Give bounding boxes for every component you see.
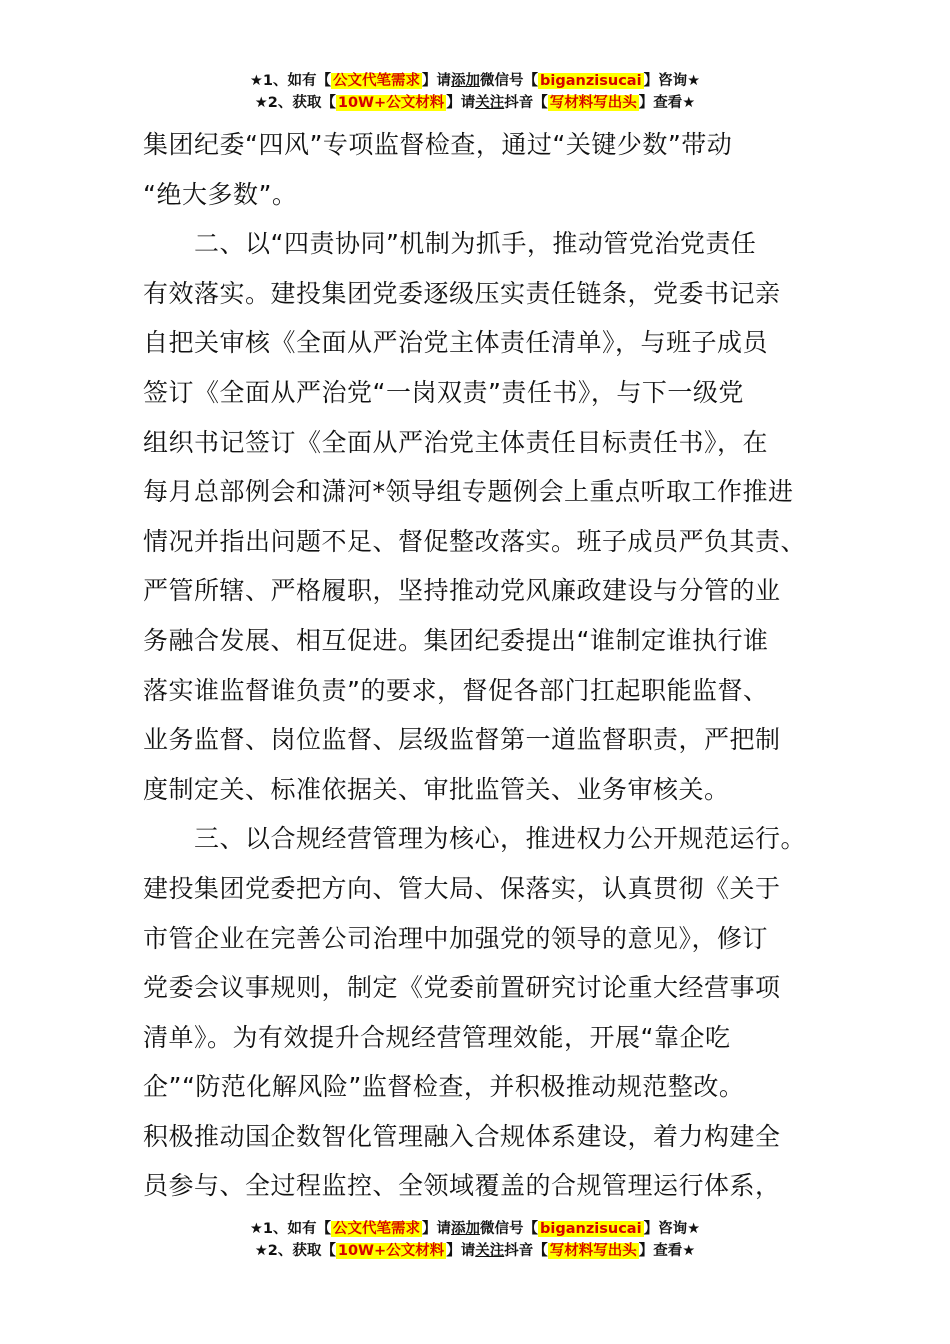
text-line: 积极推动国企数智化管理融入合规体系建设，着力构建全	[143, 1121, 781, 1151]
banner-highlight: 写材料写出头	[549, 95, 637, 111]
banner-text: 】查看★	[638, 95, 696, 111]
banner-text: 】咨询★	[643, 1221, 701, 1237]
banner-line-2	[0, 1240, 950, 1262]
text-line: 落实谁监督谁负责”的要求，督促各部门扛起职能监督、	[143, 675, 769, 705]
text-line: “绝大多数”。	[143, 179, 298, 209]
banner-underlined: 关注	[475, 95, 505, 111]
banner-highlight: 10W+公文材料	[337, 1243, 445, 1259]
banner-text: 】请	[422, 1221, 452, 1237]
banner-text: 抖音【	[504, 95, 548, 111]
text-line: 务融合发展、相互促进。集团纪委提出“谁制定谁执行谁	[143, 625, 769, 655]
banner-underlined: 添加	[451, 73, 481, 89]
banner-text: ★1、如有【	[249, 73, 332, 89]
banner-text: 】请	[446, 1243, 476, 1259]
banner-highlight: 公文代笔需求	[333, 73, 421, 89]
banner-highlight: biganzisucai	[540, 1221, 642, 1237]
text-line: 有效落实。建投集团党委逐级压实责任链条，党委书记亲	[143, 278, 781, 308]
banner-text: ★2、获取【	[254, 95, 336, 111]
banner-highlight: 10W+公文材料	[337, 95, 445, 111]
text-line: 员参与、全过程监控、全领域覆盖的合规管理运行体系，	[143, 1171, 781, 1201]
banner-highlight: biganzisucai	[540, 73, 642, 89]
text-line: 每月总部例会和潇河*领导组专题例会上重点听取工作推进	[143, 477, 794, 507]
banner-text: ★2、获取【	[254, 1243, 336, 1259]
text-line: 自把关审核《全面从严治党主体责任清单》，与班子成员	[143, 328, 769, 358]
banner-text: 】请	[422, 73, 452, 89]
banner-line-1	[0, 1218, 950, 1240]
banner-text: 微信号【	[480, 1221, 539, 1237]
document-body	[143, 120, 808, 1211]
banner-highlight: 写材料写出头	[549, 1243, 637, 1259]
text-line: 签订《全面从严治党“一岗双责”责任书》，与下一级党	[143, 377, 744, 407]
footer-banner	[0, 1218, 950, 1262]
text-line: 市管企业在完善公司治理中加强党的领导的意见》，修订	[143, 923, 769, 953]
banner-text: 】咨询★	[643, 73, 701, 89]
banner-underlined: 关注	[475, 1243, 505, 1259]
banner-text: 微信号【	[480, 73, 539, 89]
banner-line-2	[0, 92, 950, 114]
text-line: 清单》。为有效提升合规经营管理效能，开展“靠企吃	[143, 1022, 731, 1052]
text-line: 组织书记签订《全面从严治党主体责任目标责任书》，在	[143, 427, 769, 457]
header-banner	[0, 70, 950, 114]
banner-text: 抖音【	[504, 1243, 548, 1259]
banner-line-1	[0, 70, 950, 92]
text-line: 二、以“四责协同”机制为抓手，推动管党治党责任	[143, 229, 757, 259]
banner-underlined: 添加	[451, 1221, 481, 1237]
text-line: 企”“防范化解风险”监督检查，并积极推动规范整改。	[143, 1072, 745, 1102]
text-line: 集团纪委“四风”专项监督检查，通过“关键少数”带动	[143, 130, 733, 159]
banner-highlight: 公文代笔需求	[333, 1221, 421, 1237]
text-line: 业务监督、岗位监督、层级监督第一道监督职责，严把制	[143, 725, 781, 755]
text-line: 建投集团党委把方向、管大局、保落实，认真贯彻《关于	[143, 873, 781, 903]
banner-text: 】请	[446, 95, 476, 111]
text-line: 党委会议事规则，制定《党委前置研究讨论重大经营事项	[143, 973, 781, 1003]
text-line: 严管所辖、严格履职，坚持推动党风廉政建设与分管的业	[143, 576, 781, 606]
banner-text: 】查看★	[638, 1243, 696, 1259]
text-line: 三、以合规经营管理为核心，推进权力公开规范运行。	[143, 824, 807, 854]
text-line: 情况并指出问题不足、督促整改落实。班子成员严负其责、	[143, 526, 807, 556]
banner-text: ★1、如有【	[249, 1221, 332, 1237]
text-line: 度制定关、标准依据关、审批监管关、业务审核关。	[143, 774, 730, 804]
